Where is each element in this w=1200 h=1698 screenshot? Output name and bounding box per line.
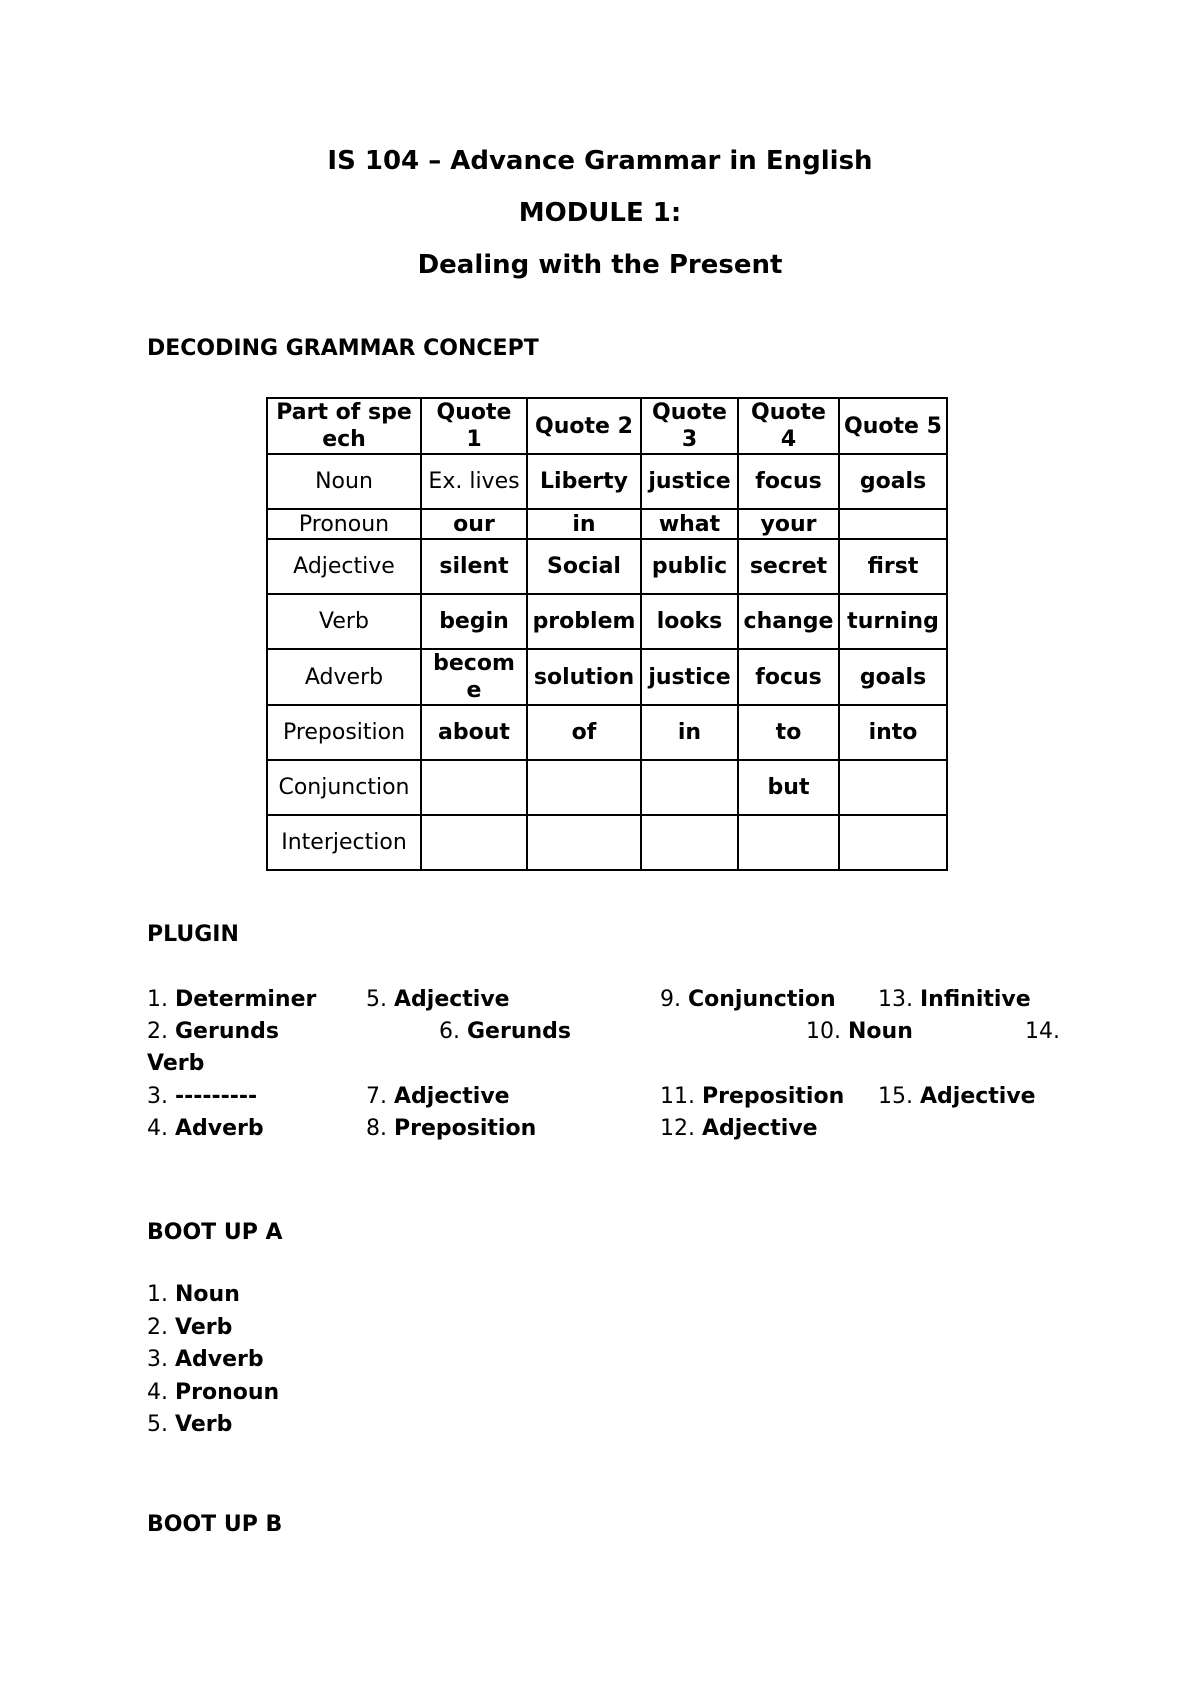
row-label: Pronoun xyxy=(267,509,421,539)
item-number: 9. xyxy=(660,987,681,1012)
item-number: 2. xyxy=(147,1314,168,1340)
item-number: 4. xyxy=(147,1116,168,1141)
table-row-adjective xyxy=(267,539,947,594)
item-answer: Adjective xyxy=(702,1116,818,1141)
parts-of-speech-table xyxy=(266,397,948,871)
module-subtitle: Dealing with the Present xyxy=(417,250,783,280)
item-number: 13. xyxy=(878,987,913,1012)
decoding-heading: DECODING GRAMMAR CONCEPT xyxy=(147,336,539,361)
plugin-item-4 xyxy=(147,1113,264,1145)
table-cell xyxy=(641,760,738,815)
table-row-noun xyxy=(267,454,947,509)
plugin-item-5 xyxy=(366,984,510,1016)
item-answer: --------- xyxy=(175,1084,258,1109)
table-cell: secret xyxy=(738,539,839,594)
row-label: Noun xyxy=(267,454,421,509)
list-item xyxy=(147,1409,279,1442)
item-number: 4. xyxy=(147,1379,168,1405)
table-cell: in xyxy=(527,509,641,539)
item-number: 10. xyxy=(806,1019,841,1044)
table-cell: our xyxy=(421,509,527,539)
table-cell: looks xyxy=(641,594,738,649)
item-answer: Adjective xyxy=(394,1084,510,1109)
plugin-item-2 xyxy=(147,1016,279,1048)
table-row-conjunction xyxy=(267,760,947,815)
table-cell: change xyxy=(738,594,839,649)
table-cell: Liberty xyxy=(527,454,641,509)
table-cell xyxy=(641,815,738,870)
row-label: Preposition xyxy=(267,705,421,760)
plugin-item-15 xyxy=(878,1081,1036,1113)
header-part-of-speech: Part of speech xyxy=(267,398,421,454)
item-answer: Preposition xyxy=(394,1116,537,1141)
table-cell: focus xyxy=(738,454,839,509)
item-number: 5. xyxy=(147,1412,168,1437)
row-label: Adjective xyxy=(267,539,421,594)
table-cell: Social xyxy=(527,539,641,594)
item-answer: Adverb xyxy=(175,1116,264,1141)
table-cell: goals xyxy=(839,649,947,705)
header-quote-2: Quote 2 xyxy=(527,398,641,454)
table-row-interjection xyxy=(267,815,947,870)
module-title: MODULE 1: xyxy=(518,198,682,228)
item-number: 6. xyxy=(439,1019,460,1044)
table-cell: your xyxy=(738,509,839,539)
item-answer: Gerunds xyxy=(175,1019,279,1044)
item-answer: Pronoun xyxy=(175,1379,280,1405)
header-quote-4: Quote 4 xyxy=(738,398,839,454)
plugin-item-7 xyxy=(366,1081,510,1113)
table-cell: goals xyxy=(839,454,947,509)
table-header-row xyxy=(267,398,947,454)
boot-up-a-heading: BOOT UP A xyxy=(147,1220,283,1245)
table-cell: justice xyxy=(641,649,738,705)
item-answer: Verb xyxy=(147,1051,205,1076)
item-answer: Noun xyxy=(848,1019,913,1044)
item-answer: Noun xyxy=(175,1282,240,1307)
table-cell: become xyxy=(421,649,527,705)
item-answer: Verb xyxy=(175,1314,233,1340)
course-title: IS 104 – Advance Grammar in English xyxy=(327,146,873,176)
table-cell: silent xyxy=(421,539,527,594)
table-cell xyxy=(421,760,527,815)
table-cell: of xyxy=(527,705,641,760)
item-number: 11. xyxy=(660,1084,695,1109)
table-cell: but xyxy=(738,760,839,815)
plugin-item-1 xyxy=(147,984,316,1016)
table-cell: to xyxy=(738,705,839,760)
list-item xyxy=(147,1344,279,1377)
boot-up-a-list xyxy=(147,1279,279,1442)
table-cell: solution xyxy=(527,649,641,705)
plugin-item-12 xyxy=(660,1113,818,1145)
table-cell: turning xyxy=(839,594,947,649)
item-answer: Adjective xyxy=(394,987,510,1012)
table-cell xyxy=(839,509,947,539)
item-number: 15. xyxy=(878,1084,913,1109)
list-item xyxy=(147,1279,279,1312)
table-cell xyxy=(421,815,527,870)
table-row-preposition xyxy=(267,705,947,760)
row-label: Verb xyxy=(267,594,421,649)
plugin-item-13 xyxy=(878,984,1031,1016)
item-number: 5. xyxy=(366,987,387,1012)
plugin-item-9 xyxy=(660,984,836,1016)
table-cell: begin xyxy=(421,594,527,649)
item-answer: Conjunction xyxy=(688,987,836,1012)
table-cell: what xyxy=(641,509,738,539)
item-answer: Verb xyxy=(175,1412,233,1437)
table-cell: first xyxy=(839,539,947,594)
table-cell: in xyxy=(641,705,738,760)
item-number: 7. xyxy=(366,1084,387,1109)
table-cell: about xyxy=(421,705,527,760)
plugin-item-3 xyxy=(147,1081,257,1113)
plugin-item-14-answer xyxy=(147,1048,204,1080)
item-number: 2. xyxy=(147,1019,168,1044)
table-cell: public xyxy=(641,539,738,594)
plugin-item-10 xyxy=(806,1016,913,1048)
table-cell: into xyxy=(839,705,947,760)
plugin-item-11 xyxy=(660,1081,844,1113)
item-number: 1. xyxy=(147,987,168,1012)
item-answer: Infinitive xyxy=(920,987,1031,1012)
list-item xyxy=(147,1312,279,1345)
plugin-item-14-number: 14. xyxy=(1025,1019,1060,1044)
item-answer: Adjective xyxy=(920,1084,1036,1109)
table-row-adverb xyxy=(267,649,947,705)
item-answer: Gerunds xyxy=(467,1019,571,1044)
table-cell: focus xyxy=(738,649,839,705)
table-row-pronoun xyxy=(267,509,947,539)
table-cell: Ex. lives xyxy=(421,454,527,509)
plugin-item-8 xyxy=(366,1113,536,1145)
table-cell: problem xyxy=(527,594,641,649)
list-item xyxy=(147,1377,279,1410)
plugin-item-6 xyxy=(439,1016,571,1048)
table-cell xyxy=(527,815,641,870)
item-answer: Determiner xyxy=(175,987,317,1012)
plugin-heading: PLUGIN xyxy=(147,922,239,947)
item-number: 3. xyxy=(147,1347,168,1372)
header-quote-5: Quote 5 xyxy=(839,398,947,454)
item-answer: Adverb xyxy=(175,1347,264,1372)
item-number: 8. xyxy=(366,1116,387,1141)
row-label: Adverb xyxy=(267,649,421,705)
header-quote-1: Quote 1 xyxy=(421,398,527,454)
header-quote-3: Quote 3 xyxy=(641,398,738,454)
boot-up-b-heading: BOOT UP B xyxy=(147,1512,283,1537)
table-cell xyxy=(527,760,641,815)
row-label: Conjunction xyxy=(267,760,421,815)
table-cell xyxy=(839,815,947,870)
item-answer: Preposition xyxy=(702,1084,845,1109)
table-cell: justice xyxy=(641,454,738,509)
item-number: 12. xyxy=(660,1116,695,1141)
table-cell xyxy=(839,760,947,815)
table-cell xyxy=(738,815,839,870)
row-label: Interjection xyxy=(267,815,421,870)
item-number: 1. xyxy=(147,1282,168,1307)
table-row-verb xyxy=(267,594,947,649)
item-number: 3. xyxy=(147,1084,168,1109)
